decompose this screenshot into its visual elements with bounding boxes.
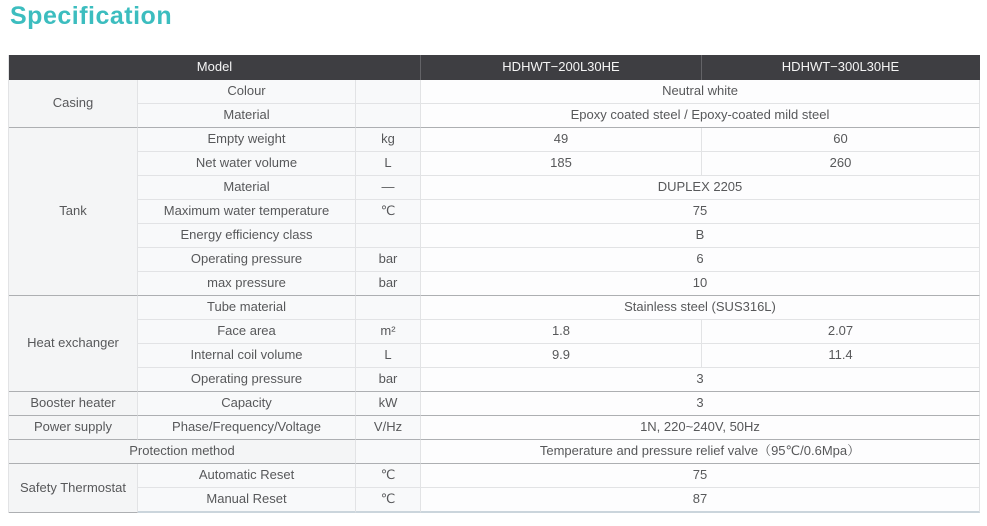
value-cell: 1N, 220~240V, 50Hz	[421, 416, 980, 440]
spec-label: max pressure	[138, 272, 356, 296]
value-cell: Epoxy coated steel / Epoxy-coated mild steel	[421, 104, 980, 128]
table-row	[9, 152, 980, 176]
value-cell: Stainless steel (SUS316L)	[421, 296, 980, 320]
unit-cell: V/Hz	[356, 416, 421, 440]
value-cell: 60	[702, 128, 980, 152]
value-cell: 87	[421, 488, 980, 513]
value-cell: 49	[421, 128, 702, 152]
table-row	[9, 224, 980, 248]
spec-label: Operating pressure	[138, 368, 356, 392]
category-cell: Power supply	[9, 416, 138, 440]
model-column-header-2: HDHWT−300L30HE	[702, 55, 980, 80]
table-row	[9, 128, 980, 152]
unit-cell	[356, 296, 421, 320]
table-row	[9, 488, 980, 513]
unit-cell	[356, 224, 421, 248]
spec-label: Material	[138, 104, 356, 128]
value-cell: 10	[421, 272, 980, 296]
table-row	[9, 464, 980, 488]
spec-label: Tube material	[138, 296, 356, 320]
value-cell: Neutral white	[421, 80, 980, 104]
unit-cell: bar	[356, 368, 421, 392]
spec-label: Maximum water temperature	[138, 200, 356, 224]
table-row	[9, 296, 980, 320]
spec-label: Net water volume	[138, 152, 356, 176]
value-cell: Temperature and pressure relief valve（95℃/0.6Mpa）	[421, 440, 980, 464]
table-header-row	[9, 55, 980, 80]
value-cell: 9.9	[421, 344, 702, 368]
unit-cell: kg	[356, 128, 421, 152]
spec-label: Automatic Reset	[138, 464, 356, 488]
spec-label: Energy efficiency class	[138, 224, 356, 248]
table-row	[9, 272, 980, 296]
value-cell: 185	[421, 152, 702, 176]
unit-cell: L	[356, 344, 421, 368]
value-cell: 3	[421, 392, 980, 416]
category-cell: Protection method	[9, 440, 356, 464]
value-cell: DUPLEX 2205	[421, 176, 980, 200]
category-cell: Booster heater	[9, 392, 138, 416]
table-row	[9, 392, 980, 416]
page-title: Specification	[10, 2, 173, 30]
table-row	[9, 416, 980, 440]
model-header-label: Model	[9, 55, 421, 80]
value-cell: 3	[421, 368, 980, 392]
table-row	[9, 248, 980, 272]
value-cell: 260	[702, 152, 980, 176]
spec-label: Material	[138, 176, 356, 200]
value-cell: 2.07	[702, 320, 980, 344]
unit-cell: bar	[356, 248, 421, 272]
table-row	[9, 368, 980, 392]
category-cell: Safety Thermostat	[9, 464, 138, 513]
unit-cell: ℃	[356, 488, 421, 513]
spec-label: Operating pressure	[138, 248, 356, 272]
spec-label: Phase/Frequency/Voltage	[138, 416, 356, 440]
unit-cell	[356, 104, 421, 128]
value-cell: 75	[421, 200, 980, 224]
value-cell: 6	[421, 248, 980, 272]
unit-cell: kW	[356, 392, 421, 416]
value-cell: 1.8	[421, 320, 702, 344]
unit-cell: bar	[356, 272, 421, 296]
table-row	[9, 320, 980, 344]
unit-cell: L	[356, 152, 421, 176]
table-row	[9, 200, 980, 224]
table-row	[9, 440, 980, 464]
value-cell: 75	[421, 464, 980, 488]
spec-label: Manual Reset	[138, 488, 356, 513]
value-cell: 11.4	[702, 344, 980, 368]
table-row	[9, 80, 980, 104]
unit-cell	[356, 80, 421, 104]
value-cell: B	[421, 224, 980, 248]
category-cell: Casing	[9, 80, 138, 128]
specification-table	[8, 55, 980, 513]
unit-cell: —	[356, 176, 421, 200]
unit-cell: ℃	[356, 464, 421, 488]
table-row	[9, 104, 980, 128]
spec-label: Colour	[138, 80, 356, 104]
spec-label: Empty weight	[138, 128, 356, 152]
model-column-header-1: HDHWT−200L30HE	[421, 55, 702, 80]
category-cell: Heat exchanger	[9, 296, 138, 392]
table-row	[9, 344, 980, 368]
unit-cell	[356, 440, 421, 464]
spec-label: Capacity	[138, 392, 356, 416]
unit-cell: m²	[356, 320, 421, 344]
table-row	[9, 176, 980, 200]
spec-label: Face area	[138, 320, 356, 344]
unit-cell: ℃	[356, 200, 421, 224]
spec-label: Internal coil volume	[138, 344, 356, 368]
category-cell: Tank	[9, 128, 138, 296]
